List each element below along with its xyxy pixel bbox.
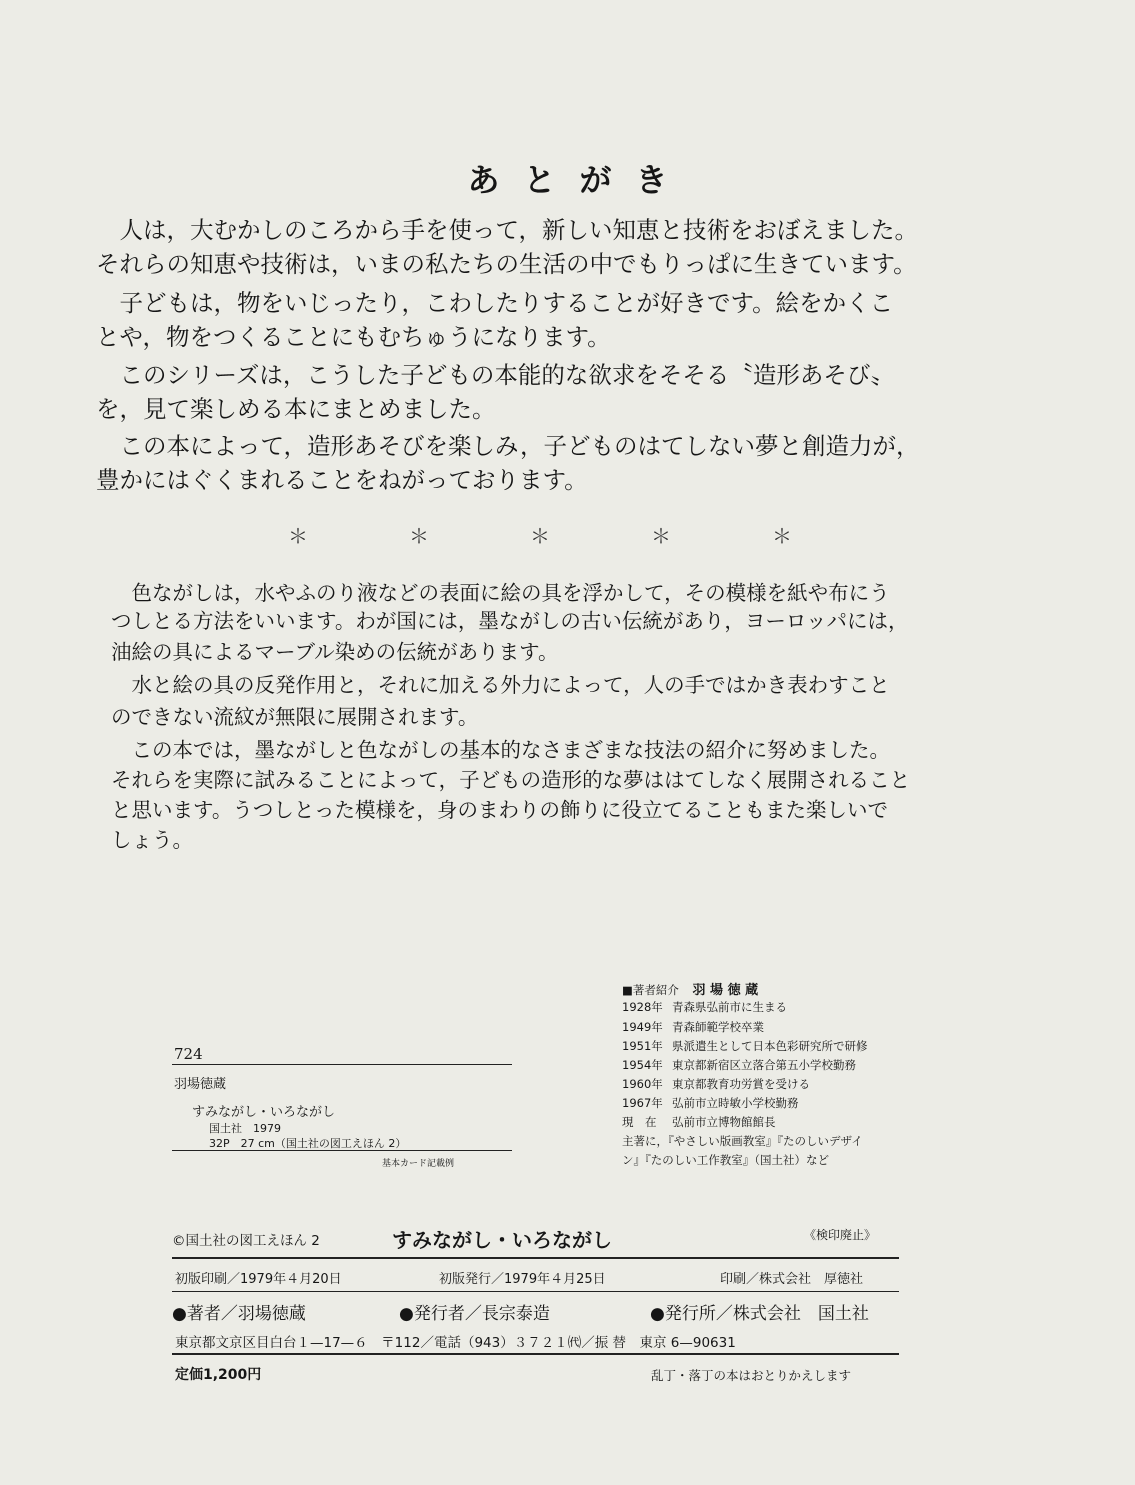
card-book-title: すみながし・いろながし — [192, 1105, 336, 1120]
bio-heading: ■著者紹介 — [622, 983, 679, 997]
body-line: つしとる方法をいいます。わが国には，墨ながしの古い伝統があり，ヨーロッパには， — [111, 609, 909, 633]
print-date: 初版印刷／1979年４月20日 — [175, 1272, 342, 1287]
bio-year: 1949年 — [622, 1020, 663, 1034]
bio-year: 現 在 — [622, 1115, 657, 1129]
intro-line: とや，物をつくることにもむちゅうになります。 — [96, 323, 611, 351]
bio-text: 東京都新宿区立落合第五小学校勤務 — [672, 1058, 856, 1072]
bio-text: 弘前市立時敏小学校勤務 — [672, 1096, 799, 1110]
colophon-rule — [172, 1353, 899, 1355]
body-line: と思います。うつしとった模様を，身のまわりの飾りに役立てることもまた楽しいで — [111, 798, 888, 822]
card-spec: 32P 27 cm（国土社の図工えほん 2） — [209, 1137, 407, 1150]
price: 定価1,200円 — [175, 1367, 262, 1383]
page-title: あとがき — [467, 161, 692, 199]
series-name: ©国土社の図工えほん 2 — [172, 1233, 320, 1249]
intro-line: このシリーズは，こうした子どもの本能的な欲求をそそる〝造形あそび〟 — [96, 361, 894, 389]
body-line: 色ながしは，水やふのり液などの表面に絵の具を浮かして，その模様を紙や布にう — [111, 581, 890, 605]
bio-text: 青森県弘前市に生まる — [672, 1000, 787, 1014]
publisher-credit: ●発行者／長宗泰造 — [399, 1304, 550, 1324]
separator-asterisk: ＊ — [288, 524, 308, 548]
intro-line: 子どもは，物をいじったり，こわしたりすることが好きです。絵をかくこ — [96, 289, 894, 317]
colophon-rule — [172, 1291, 899, 1292]
seal-notice: 《検印廃止》 — [804, 1228, 877, 1242]
bio-year: 1954年 — [622, 1058, 663, 1072]
bio-works: ン』『たのしい工作教室』（国土社）など — [622, 1153, 829, 1167]
replacement-notice: 乱丁・落丁の本はおとりかえします — [651, 1368, 852, 1383]
body-line: しょう。 — [111, 828, 193, 852]
intro-line: この本によって，造形あそびを楽しみ，子どものはてしない夢と創造力が， — [96, 432, 920, 460]
book-title: すみながし・いろながし — [392, 1228, 612, 1252]
body-line: この本では，墨ながしと色ながしの基本的なさまざまな技法の紹介に努めました。 — [111, 738, 890, 762]
bio-year: 1967年 — [622, 1096, 663, 1110]
company-credit: ●発行所／株式会社 国土社 — [650, 1304, 869, 1324]
bio-text: 弘前市立博物館館長 — [672, 1115, 776, 1129]
card-rule — [172, 1150, 512, 1151]
author-credit: ●著者／羽場徳蔵 — [172, 1304, 306, 1324]
bio-text: 県派遣生として日本色彩研究所で研修 — [672, 1039, 868, 1053]
bio-text: 青森師範学校卒業 — [672, 1020, 764, 1034]
address: 東京都文京区目白台１—17—６ 〒112／電話（943）３７２１㈹／振 替 東京 6—90631 — [175, 1335, 736, 1351]
bio-works: 主著に，『やさしい版画教室』『たのしいデザイ — [622, 1134, 863, 1148]
intro-line: を，見て楽しめる本にまとめました。 — [96, 395, 496, 423]
separator-asterisk: ＊ — [409, 524, 429, 548]
body-line: 水と絵の具の反発作用と，それに加える外力によって，人の手ではかき表わすこと — [111, 673, 890, 697]
intro-line: 豊かにはぐくまれることをねがっております。 — [96, 466, 588, 494]
bio-name: 羽 場 徳 蔵 — [692, 983, 759, 998]
bio-year: 1960年 — [622, 1077, 663, 1091]
bio-year: 1951年 — [622, 1039, 663, 1053]
body-line: それらを実際に試みることによって，子どもの造形的な夢ははてしなく展開されること — [111, 768, 911, 792]
bio-text: 東京都教育功労賞を受ける — [672, 1077, 810, 1091]
printer: 印刷／株式会社 厚徳社 — [720, 1272, 864, 1287]
separator-asterisk: ＊ — [530, 524, 550, 548]
card-rule — [172, 1064, 512, 1065]
intro-line: 人は，大むかしのころから手を使って，新しい知恵と技術をおぼえました。 — [96, 216, 919, 244]
card-publisher: 国土社 1979 — [209, 1122, 281, 1135]
issue-date: 初版発行／1979年４月25日 — [439, 1272, 606, 1287]
card-caption: 基本カード記載例 — [382, 1159, 455, 1169]
body-line: 油絵の具によるマーブル染めの伝統があります。 — [111, 640, 559, 664]
colophon-rule — [172, 1257, 899, 1259]
card-number: 724 — [174, 1045, 203, 1063]
separator-asterisk: ＊ — [772, 524, 792, 548]
bio-year: 1928年 — [622, 1000, 663, 1014]
intro-line: それらの知恵や技術は，いまの私たちの生活の中でもりっぱに生きています。 — [96, 250, 917, 278]
separator-asterisk: ＊ — [651, 524, 671, 548]
body-line: のできない流紋が無限に展開されます。 — [111, 705, 479, 729]
card-author: 羽場徳蔵 — [174, 1077, 227, 1092]
